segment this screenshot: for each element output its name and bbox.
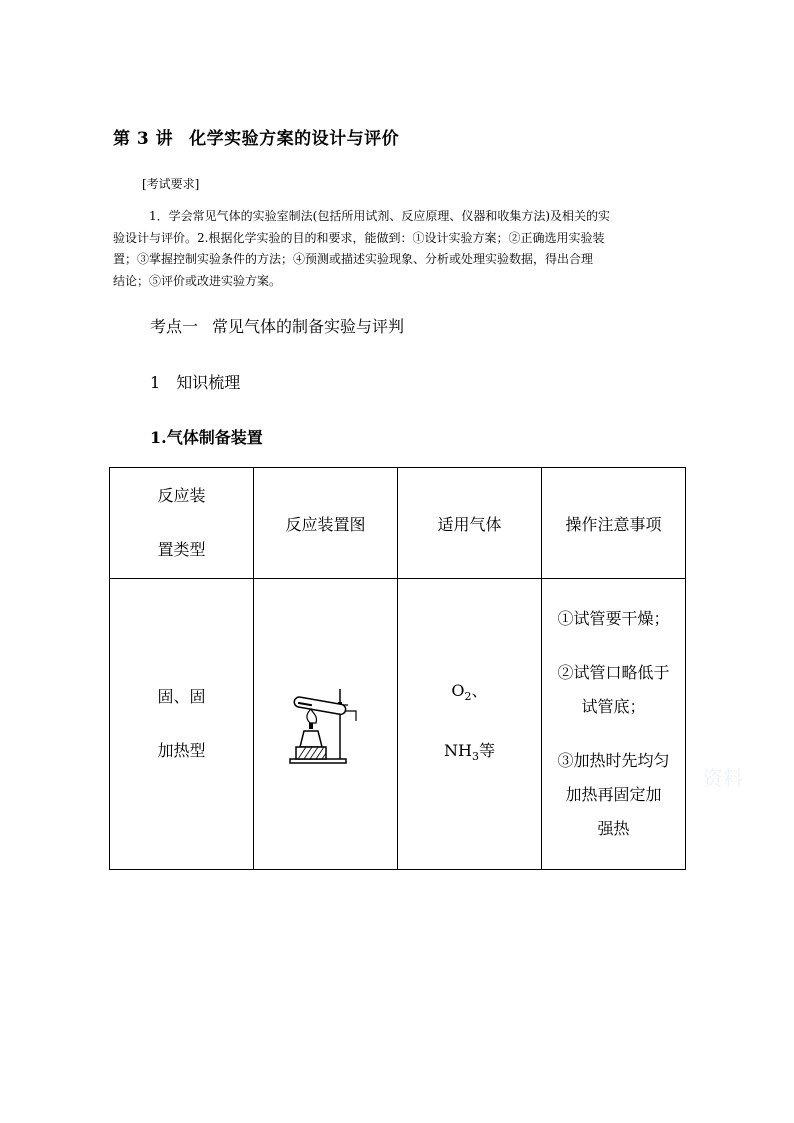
note-line: 试管底； <box>581 697 646 716</box>
note-line: 加热再固定加 <box>565 785 662 804</box>
header-type-line: 置类型 <box>157 540 206 559</box>
table-header-row <box>110 468 686 579</box>
gas-nh3: $NH_3$等 <box>444 741 495 764</box>
lecture-number: 第 3 讲 <box>113 129 174 149</box>
requirements-line: 置；③掌握控制实验条件的方法；④预测或描述实验现象、分析或处理实验数据，得出合理 <box>113 252 594 266</box>
section-title: 常见气体的制备实验与评判 <box>212 317 405 336</box>
cell-type <box>110 579 254 870</box>
section-label: 考点一 <box>150 317 199 336</box>
watermark: 资料 <box>703 766 743 790</box>
requirements-line: 验设计与评价。2.根据化学实验的目的和要求，能做到：①设计实验方案；②正确选用实验装 <box>113 230 605 245</box>
gas-preparation-table <box>109 467 686 870</box>
subsection-number: 1 <box>150 373 161 392</box>
header-cell-diagram: 反应装置图 <box>254 468 398 579</box>
requirements-line: 1．学会常见气体的实验室制法(包括所用试剂、反应原理、仪器和收集方法)及相关的实 <box>149 209 611 223</box>
page-title <box>113 124 399 149</box>
type-line: 固、固 <box>157 687 206 706</box>
cell-notes <box>542 579 686 870</box>
header-cell-notes: 操作注意事项 <box>542 468 686 579</box>
subsection-title: 知识梳理 <box>176 373 241 392</box>
section-heading-kaodian <box>150 314 404 337</box>
header-cell-gas: 适用气体 <box>398 468 542 579</box>
note-line: ②试管口略低于 <box>557 663 670 682</box>
exam-requirements-text <box>113 206 685 292</box>
table-row <box>110 579 686 870</box>
cell-diagram <box>254 579 398 870</box>
lecture-title: 化学实验方案的设计与评价 <box>189 129 400 149</box>
solid-heating-apparatus-diagram <box>286 679 366 769</box>
header-cell-type <box>110 468 254 579</box>
note-line: 强热 <box>597 819 630 838</box>
type-line: 加热型 <box>157 741 206 760</box>
cell-gas <box>398 579 542 870</box>
gas-o2: $O_2$、 <box>451 680 488 703</box>
note-line: ③加热时先均匀 <box>557 751 670 770</box>
note-line: ①试管要干燥； <box>557 609 670 628</box>
exam-requirements-label: [考试要求] <box>142 177 200 191</box>
subsection-heading <box>150 370 240 393</box>
requirements-line: 结论；⑤评价或改进实验方案。 <box>113 273 282 288</box>
topic-heading: 1.气体制备装置 <box>150 428 263 447</box>
header-type-line: 反应装 <box>157 486 206 505</box>
